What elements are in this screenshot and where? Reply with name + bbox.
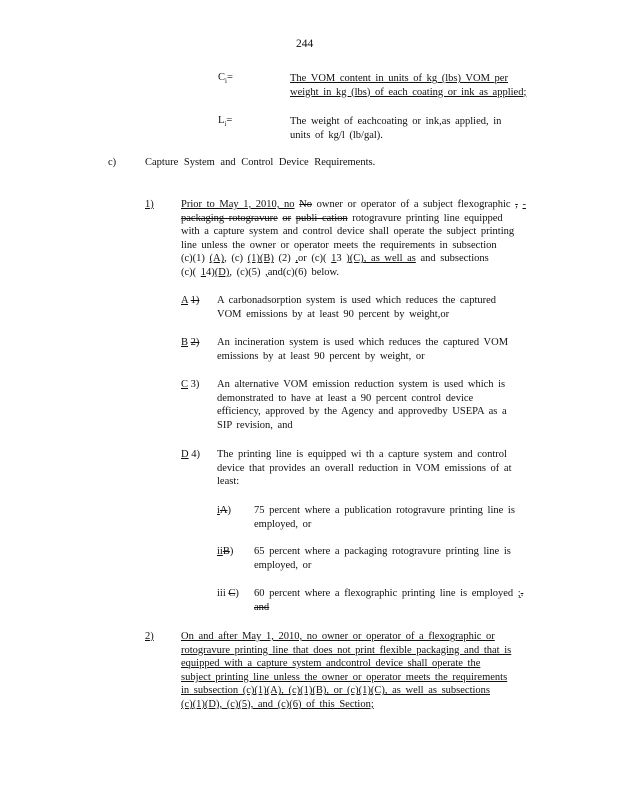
item-1-text bbox=[181, 198, 536, 280]
subsubitem-ii-text bbox=[254, 545, 536, 572]
text-line bbox=[217, 392, 537, 406]
text-line bbox=[254, 504, 536, 518]
item-1-label: 1) bbox=[145, 199, 154, 210]
text-run: or (c)( bbox=[298, 253, 332, 265]
text-line bbox=[181, 212, 536, 226]
text-line bbox=[217, 378, 537, 392]
text-run: 4) bbox=[206, 266, 215, 278]
text-line bbox=[254, 518, 536, 532]
text-line bbox=[217, 419, 537, 433]
text-line bbox=[217, 336, 537, 350]
definition-term-ci: $C_i=$ bbox=[218, 72, 233, 86]
struck-text: No bbox=[299, 199, 313, 210]
text-line bbox=[254, 545, 536, 559]
text-line bbox=[181, 252, 536, 266]
text-line bbox=[181, 698, 536, 712]
inserted-text: 1 bbox=[200, 266, 207, 278]
text-run: device that provides an overall reduction in VOM emissions of at bbox=[217, 462, 512, 474]
struck-text: . bbox=[520, 588, 524, 599]
text-line bbox=[181, 684, 536, 698]
struck-text: B bbox=[222, 546, 230, 557]
struck-text: C bbox=[228, 588, 236, 599]
text-line bbox=[181, 266, 536, 280]
text-run: (c)(1) bbox=[181, 253, 210, 265]
inserted-text: (c)(1)(D), (c)(5), and (c)(6) of this Section; bbox=[181, 698, 374, 710]
struck-text: publi cation bbox=[295, 212, 348, 224]
text-line bbox=[181, 644, 536, 658]
text-run: emissions by at least 90 percent by weight, or bbox=[217, 350, 425, 362]
text-run: employed, or bbox=[254, 518, 312, 530]
text-line bbox=[217, 475, 537, 489]
struck-text: packaging rotogravure bbox=[181, 212, 278, 224]
text-line bbox=[217, 405, 537, 419]
text-run: 75 percent where a publication rotogravure printing line is bbox=[254, 505, 515, 516]
text-line bbox=[181, 225, 536, 239]
inserted-text: B bbox=[181, 337, 189, 348]
text-run: SIP revision, and bbox=[217, 419, 293, 431]
struck-text: A bbox=[219, 505, 228, 516]
inserted-text: )(C), as well as bbox=[346, 253, 416, 265]
struck-text: 2) bbox=[190, 337, 200, 348]
subitem-c-label bbox=[181, 378, 199, 392]
text-line bbox=[254, 587, 536, 601]
text-line bbox=[290, 72, 540, 86]
subitem-a-label bbox=[181, 294, 199, 308]
text-line bbox=[217, 448, 537, 462]
text-run: efficiency, approved by the Agency and approvedby USEPA as a bbox=[217, 406, 507, 418]
inserted-text: On and after May 1, 2010, no owner or operator of a flexographic or bbox=[181, 631, 495, 642]
text-run: 3) bbox=[188, 379, 200, 390]
inserted-text: rotogravure printing line that does not print flexible packaging and that is bbox=[181, 644, 512, 656]
struck-text: , bbox=[515, 199, 518, 210]
text-run: An incineration system is used which reduces the captured VOM bbox=[217, 337, 509, 348]
text-line bbox=[254, 601, 536, 615]
text-run: , (c) bbox=[224, 253, 248, 265]
text-run: ) bbox=[229, 546, 234, 557]
inserted-text: ii bbox=[217, 546, 223, 557]
text-run: 4) bbox=[188, 449, 200, 460]
subsubitem-iii-label bbox=[217, 587, 239, 601]
text-line bbox=[181, 671, 536, 685]
text-run: An alternative VOM emission reduction system is used which is bbox=[217, 379, 506, 390]
definition-term-li: $L_i=$ bbox=[218, 115, 233, 129]
text-run: ) bbox=[235, 588, 239, 599]
inserted-text: subject printing line unless the owner or operator meets the requirements bbox=[181, 671, 508, 683]
text-run: A carbonadsorption system is used which reduces the captured bbox=[217, 295, 497, 306]
subitem-a-text bbox=[217, 294, 537, 321]
section-c-label: c) bbox=[108, 157, 117, 168]
inserted-text: D bbox=[181, 449, 189, 460]
definition-text-ci bbox=[290, 72, 540, 99]
subitem-b-text bbox=[217, 336, 537, 363]
inserted-text: A bbox=[181, 295, 189, 306]
text-run: with a capture system and control device shall operate the subject printing bbox=[181, 226, 515, 238]
text-run: 3 bbox=[336, 253, 347, 265]
text-line bbox=[290, 115, 540, 129]
text-run: owner or operator of a subject flexographic bbox=[312, 199, 516, 210]
struck-text: and bbox=[254, 601, 270, 613]
inserted-text: (1)(B) bbox=[247, 253, 274, 265]
inserted-text: Prior to May 1, 2010, no bbox=[181, 199, 295, 210]
text-run: 60 percent where a flexographic printing line is employed bbox=[254, 588, 518, 599]
subitem-b-label bbox=[181, 336, 199, 350]
text-run: (c)( bbox=[181, 266, 201, 278]
inserted-text: C bbox=[181, 379, 189, 390]
inserted-text: ; bbox=[517, 588, 521, 599]
inserted-text: 1 bbox=[331, 253, 337, 265]
inserted-text: equipped with a capture system andcontrol device shall operate the bbox=[181, 658, 481, 670]
subsubitem-i-label bbox=[217, 504, 231, 518]
text-line bbox=[217, 308, 537, 322]
text-run: ) bbox=[227, 505, 232, 516]
text-run: demonstrated to have at least a 90 percent control device bbox=[217, 392, 474, 404]
item-2-text bbox=[181, 630, 536, 712]
text-run: The printing line is equipped wi th a capture system and control bbox=[217, 449, 507, 460]
struck-text: 1) bbox=[190, 295, 200, 306]
page-number: 244 bbox=[296, 38, 314, 50]
inserted-text: The VOM content in units of kg (lbs) VOM per bbox=[290, 73, 508, 84]
text-line bbox=[217, 350, 537, 364]
text-run: and subsections bbox=[415, 253, 489, 265]
text-run: 65 percent where a packaging rotogravure printing line is bbox=[254, 546, 511, 557]
item-2-label: 2) bbox=[145, 631, 154, 642]
inserted-text: in subsection (c)(1)(A), (c)(1)(B), or (c)(1)(C), as well as subsections bbox=[181, 685, 490, 697]
subitem-d-label bbox=[181, 448, 200, 462]
text-line bbox=[181, 239, 536, 253]
text-run: least: bbox=[217, 476, 240, 488]
text-line bbox=[290, 86, 540, 100]
struck-text: or bbox=[282, 212, 292, 224]
text-line bbox=[181, 198, 536, 212]
inserted-text: weight in kg (lbs) of each coating or ink as applied; bbox=[290, 86, 527, 98]
inserted-text: , bbox=[265, 266, 268, 278]
text-run: units of kg/l (lb/gal). bbox=[290, 129, 383, 141]
definition-text-li bbox=[290, 115, 540, 142]
text-run: (2) bbox=[273, 253, 296, 265]
text-line bbox=[290, 129, 540, 143]
text-line bbox=[181, 630, 536, 644]
subitem-c-text bbox=[217, 378, 537, 432]
text-line bbox=[254, 559, 536, 573]
text-line bbox=[217, 462, 537, 476]
text-run: employed, or bbox=[254, 559, 312, 571]
text-line bbox=[181, 657, 536, 671]
inserted-text: - bbox=[522, 199, 526, 210]
subitem-d-text bbox=[217, 448, 537, 489]
inserted-text: , bbox=[295, 253, 299, 265]
subsubitem-iii-text bbox=[254, 587, 536, 614]
text-run: iii bbox=[217, 588, 229, 599]
text-run: rotogravure printing line equipped bbox=[347, 212, 503, 224]
text-run: , (c)(5) bbox=[229, 266, 266, 278]
subsubitem-i-text bbox=[254, 504, 536, 531]
text-run: line unless the owner or operator meets the requirements in subsection bbox=[181, 239, 497, 251]
inserted-text: i bbox=[217, 505, 220, 516]
text-run: The weight of eachcoating or ink,as applied, in bbox=[290, 116, 502, 127]
text-line bbox=[217, 294, 537, 308]
text-run: and(c)(6) below. bbox=[267, 266, 340, 278]
text-run: VOM emissions by at least 90 percent by weight,or bbox=[217, 308, 450, 320]
inserted-text: (D) bbox=[214, 266, 230, 278]
section-c-heading: Capture System and Control Device Requirements. bbox=[145, 157, 376, 168]
subsubitem-ii-label bbox=[217, 545, 233, 559]
inserted-text: (A) bbox=[209, 253, 225, 265]
